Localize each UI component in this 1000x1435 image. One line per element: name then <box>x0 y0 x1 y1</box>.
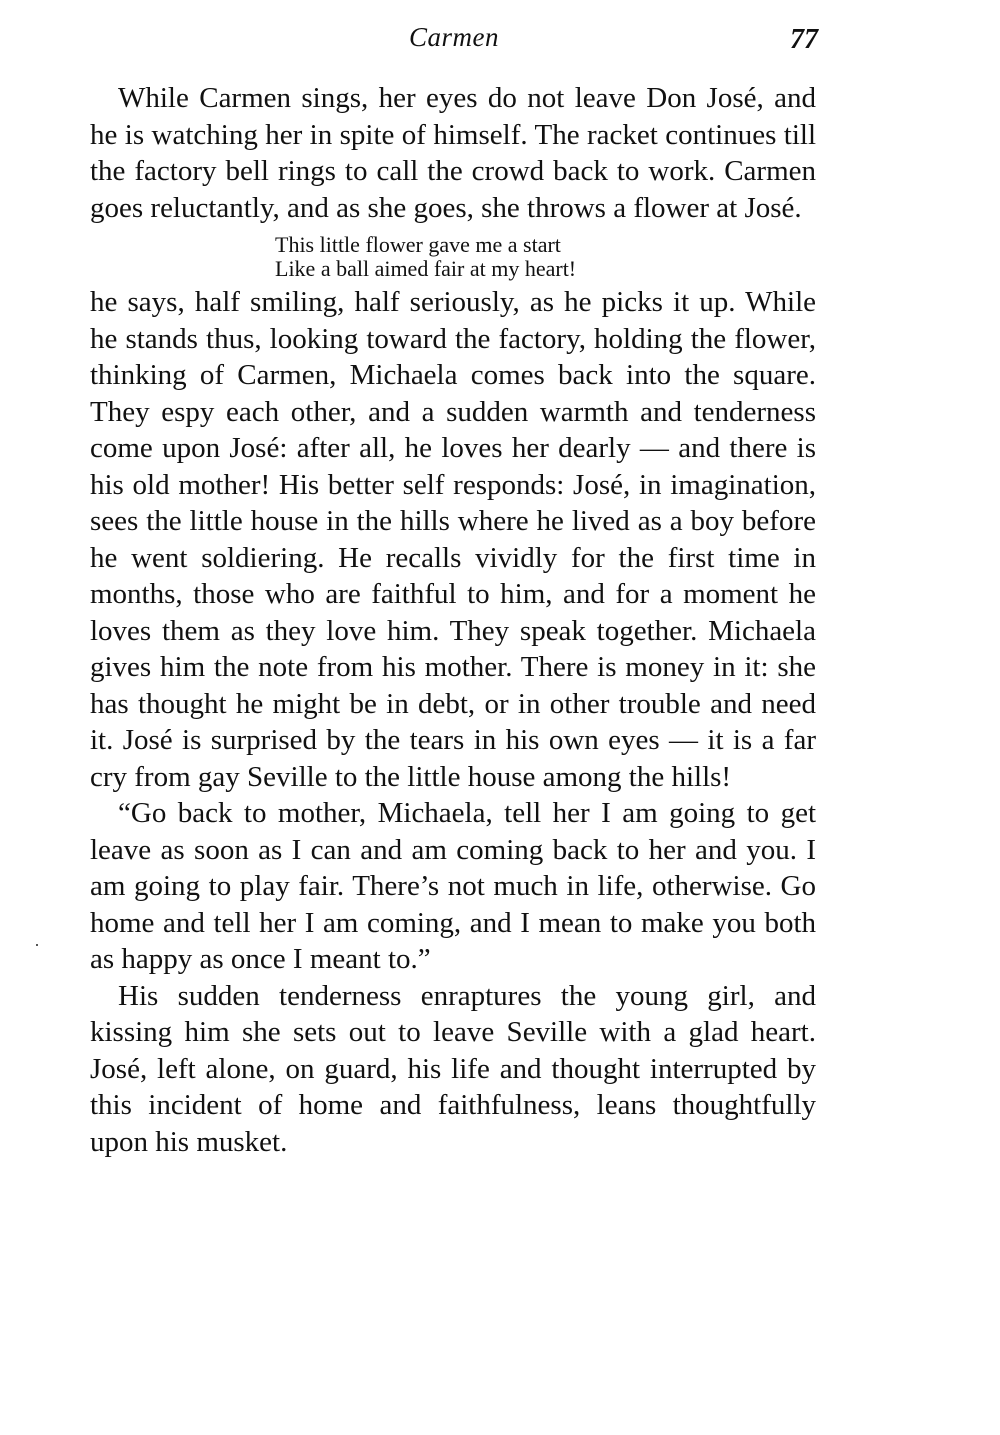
running-title: Carmen <box>409 22 499 52</box>
paragraph-3: “Go back to mother, Michaela, tell her I am going to get leave as soon as I can and am coming back to her and you. I am going to play fair. There’s not much in life, otherwise. Go home and tell her I am coming, and I mean to make you both as happy as once I meant to.” <box>90 797 816 975</box>
verse-line-2: Like a ball aimed fair at my heart! <box>275 256 577 281</box>
scan-speck <box>36 944 38 946</box>
paragraph-4: His sudden tenderness enraptures the young girl, and kissing him she sets out to leave Seville with a glad heart. José, left alone, on guard, his life and thought interrupted by this incident of home and faithfulness, leans thoughtfully upon his musket. <box>90 979 816 1158</box>
paragraph-2: he says, half smiling, half seriously, as he picks it up. While he stands thus, looking toward the factory, holding the flower, thinking of Carmen, Michaela comes back into the square. They espy each other, and a sudden warmth and tenderness come upon José: after all, he loves her dearly — and there is his old mother! His better self responds: José, in imagination, sees the little house in the hills where he lived as a boy before he went soldiering. He recalls vividly for the first time in months, those who are faithful to him, and for a moment he loves them as they love him. They speak together. Michaela gives him the note from his mother. There is money in it: she has thought he might be in debt, or in other trouble and need it. José is surprised by the tears in his own eyes — it is a far cry from gay Seville to the little house among the hills! <box>90 286 816 793</box>
paragraph-1: While Carmen sings, her eyes do not leave Don José, and he is watching her in spite of himself. The racket continues till the factory bell rings to call the crowd back to work. Carmen goes reluctantly, and as she goes, she throws a flower at José. <box>90 82 816 224</box>
body-text <box>90 80 816 1160</box>
running-head <box>90 22 818 62</box>
verse-line-1: This little flower gave me a start <box>275 232 561 257</box>
page-number: 77 <box>790 24 818 55</box>
verse-quotation <box>275 233 816 281</box>
